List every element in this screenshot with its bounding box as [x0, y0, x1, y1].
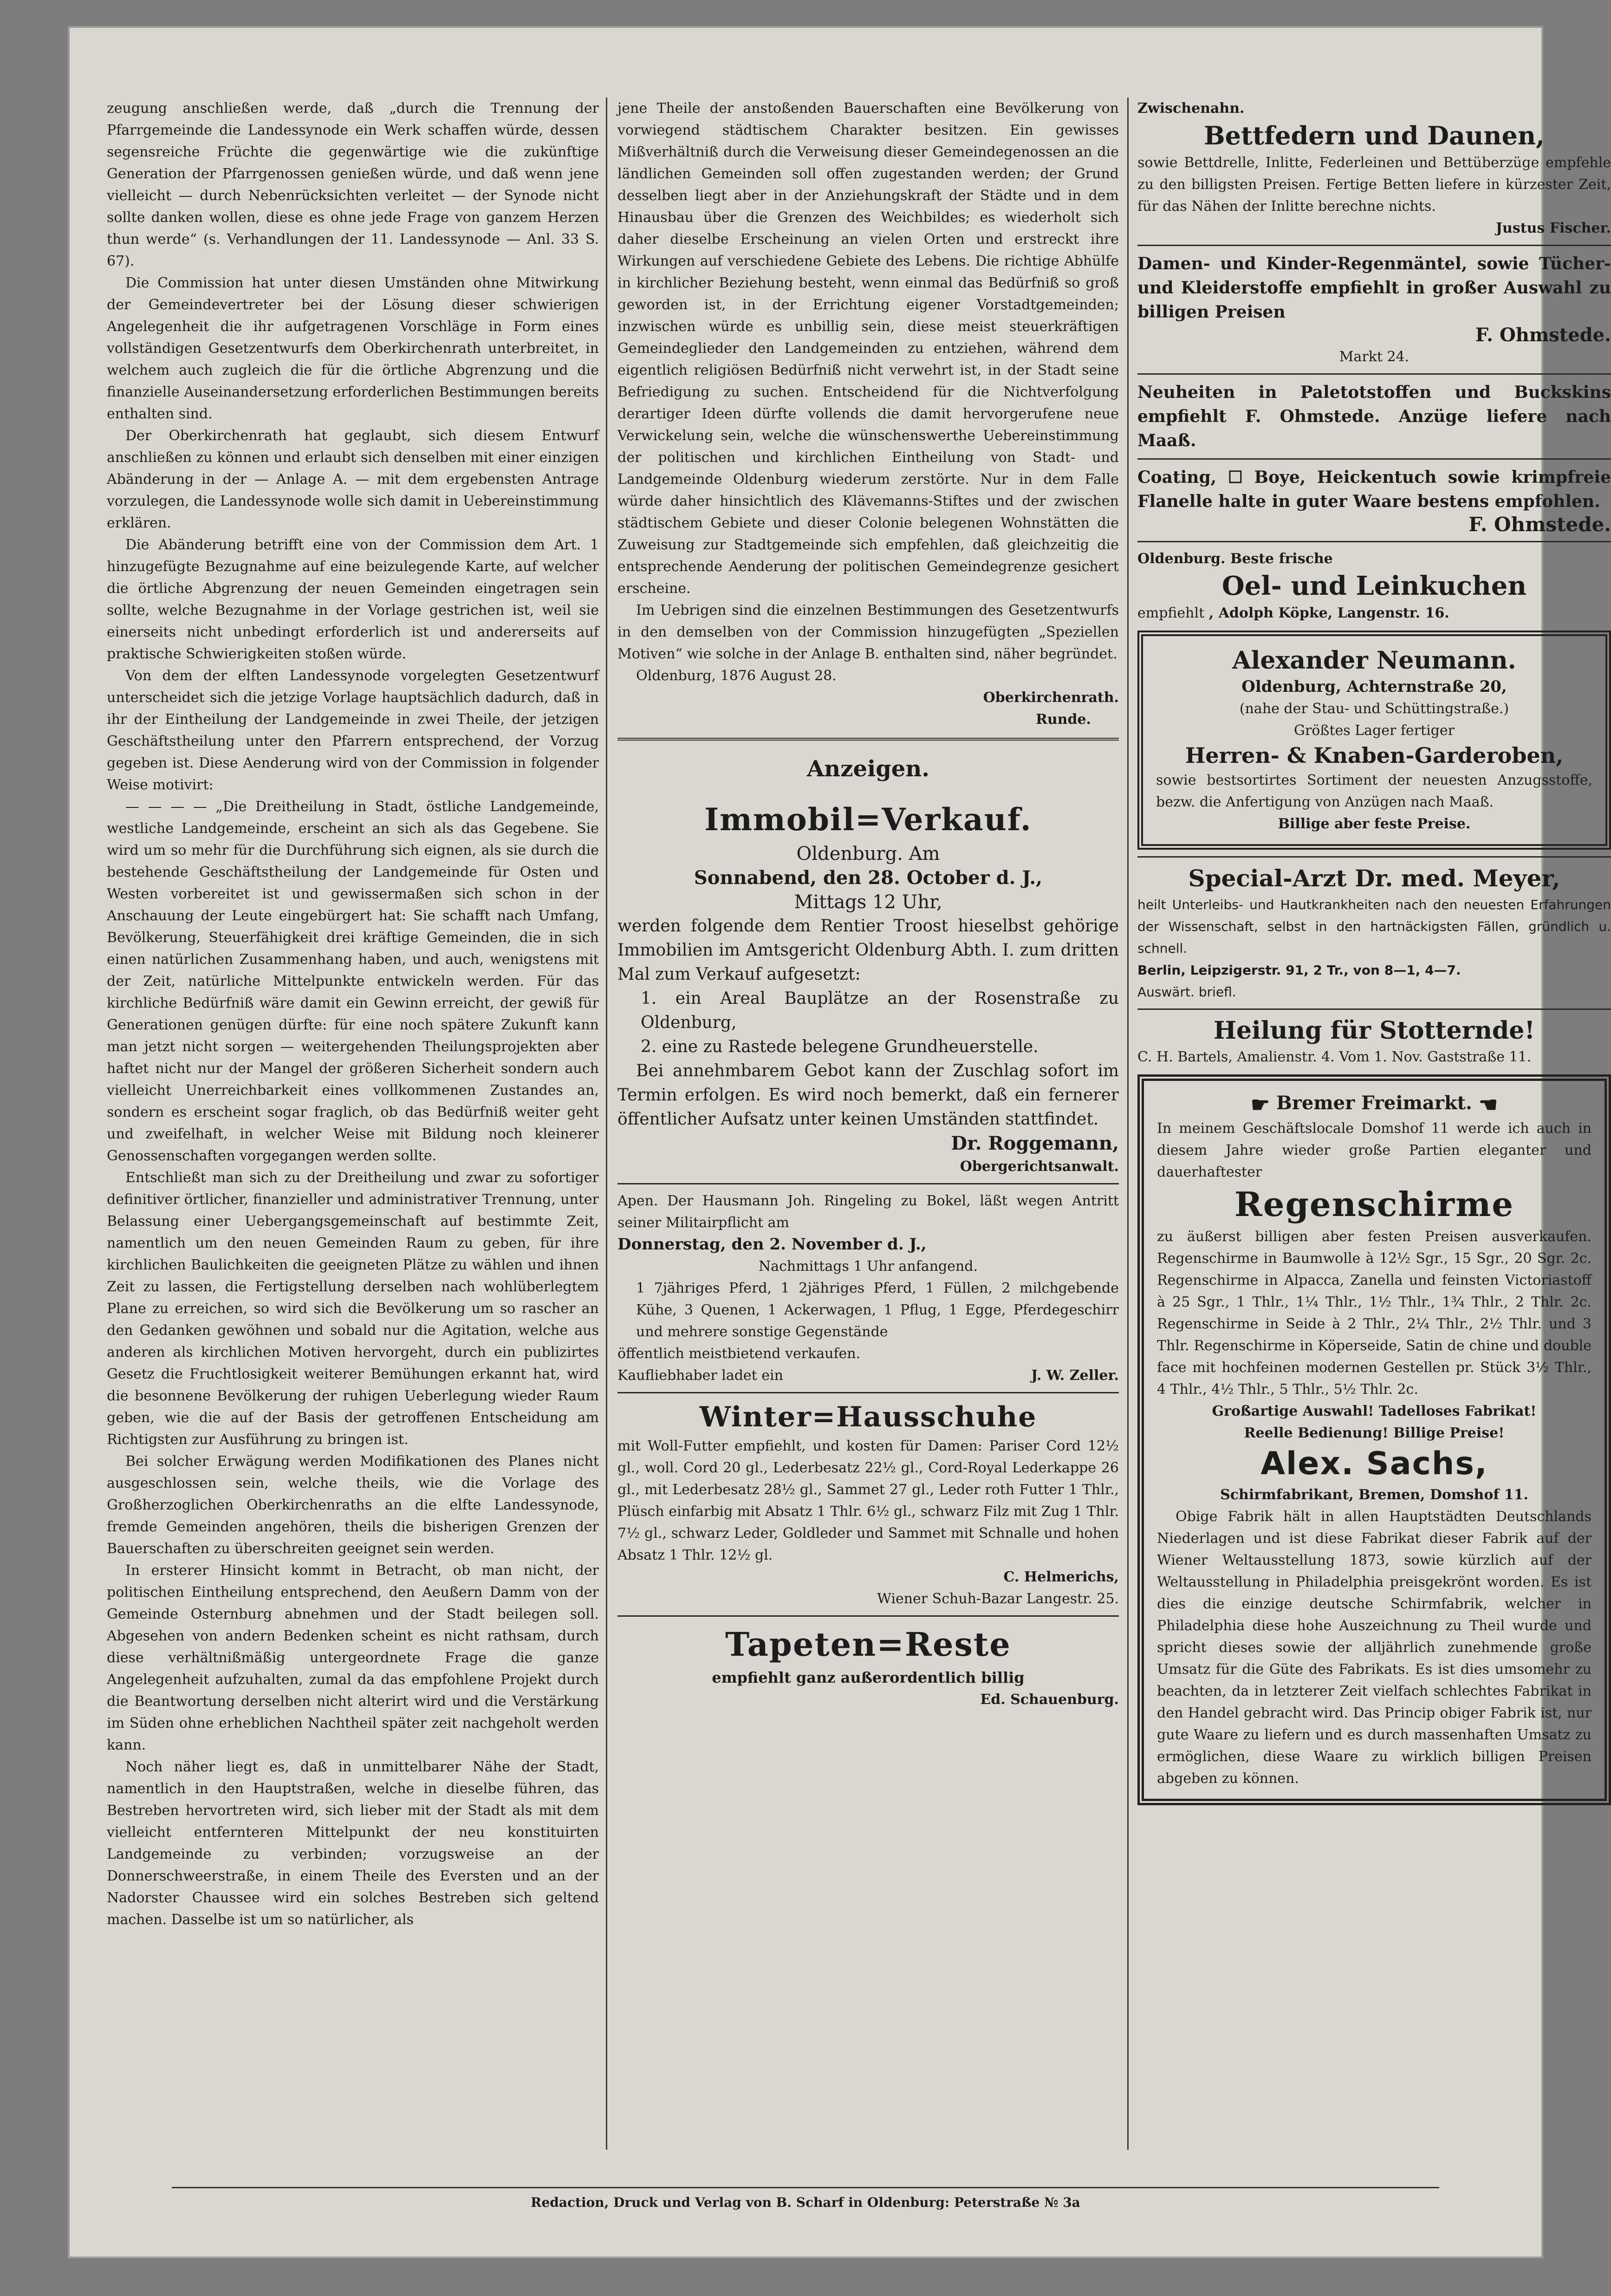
newspaper-page — [70, 28, 1611, 2257]
ad-line — [1137, 602, 1611, 624]
ad-title: Herren- & Knaben-Garderoben, — [1185, 743, 1564, 768]
ad-body: werden folgende dem Rentier Troost hieselbst gehörige Immobilien im Amtsgericht Oldenburg Abth. I. zum dritten Mal zum Verkauf aufgesetzt: — [617, 917, 1119, 984]
column-right — [1137, 98, 1611, 2154]
ad-body: Obige Fabrik hält in allen Hauptstädten Deutschlands Niederlagen und ist diese Fabrikat dieser Fabrik auf der Wiener Weltausstellung 1873, sowie kürzlich auf der Weltausstellung in Philadelphia preisgekrönt worden. Es ist dies die einzige deutsche Schirmfabrik, welcher in Philadelphia diese hohe Auszeichnung zu Theil wurde und spricht dieses sowie der alljährlich zunehmende große Umsatz für die Güte des Fabrikats. Es ist dies umsomehr zu beachten, da in letzterer Zeit vielfach schlechtes Fabrikat in den Handel gebracht wird. Das Princip obiger Fabrik ist, nur gute Waare zu liefern und es durch massenhaften Umsatz zu ermöglichen, diese Waare zu wirklich billigen Preisen abgeben zu können. — [1157, 1509, 1592, 1787]
ad-address: Wiener Schuh-Bazar Langestr. 25. — [877, 1591, 1119, 1607]
ads-heading: Anzeigen. — [807, 756, 929, 782]
article-paragraph: Noch näher liegt es, daß in unmittelbarer Nähe der Stadt, namentlich in den Hauptstraßen, welche in dieselbe führen, das Bestreben hervortreten wird, sich lieber mit der Stadt als mit dem vielleicht entfernteren Mittelpunkt der neu konstituirten Landgemeinde zu verbinden; vorzugsweise an der Donnerschweerstraße, in einem Theile des Eversten und an der Nadorster Chaussee wird ein solches Bestreben sich geltend machen. Dasselbe ist um so natürlicher, als — [107, 1759, 599, 1928]
ad-divider — [1137, 1008, 1611, 1010]
ad-divider — [1137, 541, 1611, 542]
ad-address: Markt 24. — [1339, 349, 1410, 365]
ad-body: In meinem Geschäftslocale Domshof 11 werde ich auch in diesem Jahre wieder große Partien eleganter und dauerhaftester — [1157, 1120, 1592, 1180]
article-paragraph: Der Oberkirchenrath hat geglaubt, sich diesem Entwurf anschließen zu können und erlaubt sich denselben mit einer einzigen Abänderung in der — Anlage A. — mit dem ergebensten Antrage vorzulegen, die Landessynode wolle sich damit in Uebereinstimmung erklären. — [107, 428, 599, 531]
ad-zwischenahn — [1137, 98, 1611, 239]
signature-name: Runde. — [1035, 711, 1091, 728]
article-paragraph: zeugung anschließen werde, daß „durch die Trennung der Pfarrgemeinde die Landessynode ein Werk schaffen würde, dessen segensreiche Früchte die gegenwärtige wie die zukünftige Generation der Pfarrgenossen genießen würde, und daß wenn jene vielleicht — durch Nebenrücksichten verleitet — der Synode nicht sollte danken wollen, diese es ohne jede Frage von ganzem Herzen thun werde“ (s. Verhandlungen der 11. Landessynode — Anl. 33 S. 67). — [107, 100, 599, 269]
ad-title: Special-Arzt Dr. med. Meyer, — [1188, 865, 1560, 892]
ad-apen — [617, 1190, 1119, 1386]
ad-signature: Dr. Roggemann, — [951, 1132, 1119, 1154]
ad-place: Oldenburg. Beste frische — [1137, 551, 1333, 567]
ad-title: Heilung für Stotternde! — [1213, 1016, 1535, 1045]
ad-items: 1 7jähriges Pferd, 1 2jähriges Pferd, 1 Füllen, 2 milchgebende Kühe, 3 Quenen, 1 Ackerwagen, 1 Pflug, 1 Egge, Pferdegeschirr und mehrere sonstige Gegenstände — [636, 1280, 1119, 1340]
article-paragraph: Von dem der elften Landessynode vorgelegten Gesetzentwurf unterscheidet sich die jetzige Vorlage hauptsächlich dadurch, daß in ihr der Eintheilung der Landgemeinde in zwei Theile, der jetzigen Geschäftstheilung unter den Pfarrern entsprechend, der Vorzug gegeben ist. Diese Aenderung wird von der Commission in folgender Weise motivirt: — [107, 668, 599, 793]
ad-lead: empfiehlt — [1137, 605, 1205, 621]
column-left — [107, 98, 599, 2154]
ad-tapeten — [617, 1622, 1119, 1711]
ad-signature-lead: Kaufliebhaber ladet ein — [617, 1367, 783, 1384]
imprint-footer: Redaction, Druck und Verlag von B. Scharf in Oldenburg: Peterstraße № 3a — [172, 2187, 1439, 2210]
ad-place: Zwischenahn. — [1137, 100, 1245, 117]
ad-divider — [1137, 856, 1611, 858]
ad-divider — [617, 1392, 1119, 1393]
signature-authority: Oberkirchenrath. — [983, 689, 1119, 706]
ad-divider — [617, 1615, 1119, 1617]
ad-time: Nachmittags 1 Uhr anfangend. — [758, 1258, 978, 1275]
ad-ohmstede-2 — [1137, 380, 1611, 453]
dateline: Oldenburg, 1876 August 28. — [636, 668, 837, 684]
ad-title: Bremer Freimarkt. — [1276, 1092, 1472, 1114]
pointing-hand-icon: ☚ — [1478, 1092, 1498, 1117]
ad-line: Großartige Auswahl! Tadelloses Fabrikat! — [1212, 1403, 1537, 1419]
pointing-hand-icon: ☛ — [1250, 1092, 1270, 1117]
ad-item: 2. eine zu Rastede belegene Grundheuerstelle. — [641, 1037, 1039, 1056]
article-paragraph: Die Abänderung betrifft eine von der Commission dem Art. 1 hinzugefügte Bezugnahme auf eine beizulegende Karte, auf welcher die örtliche Abgrenzung der neuen Gemeinden eingetragen sein sollte, welche Bezugnahme in der Vorlage gestrichen ist, weil sie einerseits nicht unbedingt erforderlich ist und andererseits auf praktische Schwierigkeiten stoßen würde. — [107, 537, 599, 662]
ad-line: Größtes Lager fertiger — [1294, 722, 1455, 739]
ad-time: Mittags 12 Uhr, — [794, 891, 942, 913]
ad-divider — [1137, 458, 1611, 460]
ad-body: Bei annehmbarem Gebot kann der Zuschlag sofort im Termin erfolgen. Es wird noch bemerkt, daß ein fernerer öffentlicher Aufsatz unter keinen Umständen stattfindet. — [617, 1061, 1119, 1129]
ad-body: C. H. Bartels, Amalienstr. 4. Vom 1. Nov. Gaststraße 11. — [1137, 1049, 1532, 1065]
ad-title: Oel- und Leinkuchen — [1221, 571, 1527, 601]
ad-title: Alexander Neumann. — [1232, 646, 1516, 675]
ad-divider — [1137, 245, 1611, 246]
column-middle — [617, 98, 1119, 2154]
ad-divider — [617, 1183, 1119, 1184]
ad-signature: , Adolph Köpke, Langenstr. 16. — [1208, 605, 1449, 621]
ad-title: Regenschirme — [1234, 1184, 1514, 1224]
article-paragraph: jene Theile der anstoßenden Bauerschaften eine Bevölkerung von vorwiegend städtischem Charakter besitzen. Ein gewisses Mißverhältniß durch die Verweisung dieser Gemeindegenossen an die ländlichen Gemeinden soll offen zugestanden werden; der Grund desselben liegt aber in der Anziehungskraft der Städte und in dem Hinausbau über die Grenzen des Weichbildes; es wiederholt sich daher dieselbe Erscheinung an vielen Orten und erstreckt ihre Wirkungen auf verschiedene Gebiete des Lebens. Die richtige Abhülfe in kirchlicher Beziehung besteht, wenn einmal das Bedürfniß so groß geworden ist, in der Errichtung eigener Vorstadtgemeinden; inzwischen würde es unbillig sein, diese meist steuerkräftigen Gemeindeglieder den Landgemeinden zu entziehen, während dem eigentlich religiösen Bedürfniß nicht verwehrt ist, in der Stadt seine Befriedigung zu suchen. Entscheidend für die Nichtverfolgung derartiger Ideen dürfte vollends die damit hervorgerufene neue Verwickelung sein, welche die wünschenswerthe Uebereinstimmung der politischen und kirchlichen Eintheilung von Stadt- und Landgemeinde Oldenburg wiederum zerstörte. Nur in dem Falle würde daher hinsichtlich des Klävemanns-Stiftes und der zwischen städtischem Gebiete und dieser Colonie belegenen Wohnstätten die Zuweisung zur Stadtgemeinde sich empfehlen, daß gleichzeitig die entsprechende Aenderung der politischen Gemeindegrenze gesichert erscheine. — [617, 100, 1119, 597]
ad-signature: F. Ohmstede. — [1475, 324, 1611, 346]
ad-immobil — [617, 797, 1119, 1177]
ad-address-note: (nahe der Stau- und Schüttingstraße.) — [1239, 701, 1509, 717]
article-paragraph: Im Uebrigen sind die einzelnen Bestimmungen des Gesetzentwurfs in den demselben von der Commission hinzugefügten „Speziellen Motiven“ wie solche in der Anlage B. enthalten sind, näher begründet. — [617, 602, 1119, 662]
article-paragraph: In ersterer Hinsicht kommt in Betracht, ob man nicht, der politischen Eintheilung entsprechend, den Aeußern Damm von der Gemeinde Osternburg abnehmen und der Stadt beilegen soll. Abgesehen von andern Bedenken scheint es nicht rathsam, durch diese verhältnißmäßig untergeordnete Frage die ganze Angelegenheit aufzuhalten, zumal da das empfohlene Projekt durch die Beantwortung derselben nicht alterirt wird und die Verstärkung im Süden ohne erheblichen Nachtheil später zeit nachgeholt werden kann. — [107, 1562, 599, 1753]
ad-signature: F. Ohmstede. — [1468, 513, 1611, 536]
ad-address: Oldenburg, Achternstraße 20, — [1241, 677, 1507, 696]
ad-divider — [1137, 373, 1611, 375]
ad-ohmstede-1 — [1137, 252, 1611, 368]
ad-sachs — [1137, 1074, 1611, 1805]
article-paragraph: Entschließt man sich zu der Dreitheilung und zwar zu sofortiger definitiver örtlicher, finanzieller und administrativer Trennung, unter Belassung einer Uebergangsgemeinschaft auf bestimmte Zeit, namentlich um den neuen Gemeinden Raum zu geben, für ihre kirchlichen Baulichkeiten die geeigneten Plätze zu wählen und ihnen Zeit zu lassen, die Fertigstellung derselben nach wohlüberlegtem Plane zu erreichen, so wird sich die Bevölkerung um so rascher an den Gedanken gewöhnen und sobald nur die Agitation, welche aus anderen als kirchlichen Motiven hervorgeht, durch ein publizirtes Gesetz die Fruchtlosigkeit weiterer Bemühungen erkannt hat, wird die besonnene Bevölkerung der ruhigen Ueberlegung wieder Raum geben, wie die auf der Basis der getroffenen Entscheidung am Richtigsten zur Ausführung zu bringen ist. — [107, 1170, 599, 1448]
ad-meyer — [1137, 863, 1611, 1003]
ad-address: Berlin, Leipzigerstr. 91, 2 Tr., von 8—1, 4—7. — [1137, 963, 1461, 978]
ad-signature-row — [617, 1365, 1119, 1386]
ad-body: heilt Unterleibs- und Hautkrankheiten nach den neuesten Erfahrungen der Wissenschaft, selbst in den hartnäckigsten Fällen, gründlich u. schnell. — [1137, 897, 1611, 956]
ad-date: Sonnabend, den 28. October d. J., — [694, 867, 1043, 889]
ad-title: Alex. Sachs, — [1260, 1445, 1488, 1482]
column-rule — [606, 98, 607, 2150]
ad-ohmstede-3 — [1137, 465, 1611, 535]
ad-line: Reelle Bedienung! Billige Preise! — [1244, 1425, 1505, 1441]
ad-stotternde — [1137, 1015, 1611, 1068]
ad-winter — [617, 1399, 1119, 1610]
ad-title: Bettfedern und Daunen, — [1204, 121, 1545, 150]
article-paragraph: Die Commission hat unter diesen Umständen ohne Mitwirkung der Gemeindevertreter bei der Lösung dieser schwierigen Angelegenheit die ihr aufgetragenen Vorschläge in Form eines vollständigen Gesetzentwurfs dem Oberkirchenrath unterbreitet, in welchem auch zugleich die für die örtliche Abgrenzung und die finanzielle Auseinandersetzung erforderlichen Bestimmungen bereits enthalten sind. — [107, 275, 599, 422]
ad-header-line — [1157, 1090, 1592, 1118]
ad-body: Neuheiten in Paletotstoffen und Buckskins empfiehlt F. Ohmstede. Anzüge liefere nach Maaß. — [1137, 383, 1611, 450]
article-paragraph: Bei solcher Erwägung werden Modifikationen des Planes nicht ausgeschlossen sein, welche theils, wie die Vorlage des Großherzoglichen Oberkirchenraths an die elfte Landessynode, fremde Gemeinden angehören, theils die bisherigen Grenzen der Bauerschaften zu überschreiten geeignet sein werden. — [107, 1453, 599, 1557]
ad-body: öffentlich meistbietend verkaufen. — [617, 1346, 861, 1362]
ad-body: mit Woll-Futter empfiehlt, und kosten für Damen: Pariser Cord 12½ gl., woll. Cord 20 gl., Lederbesatz 22½ gl., Cord-Royal Lederkappe 26 gl., mit Lederbesatz 28½ gl., Sammet 27 gl., Leder roth Futter 1 Thlr., Plüsch einfarbig mit Absatz 1 Thlr. 6½ gl., schwarz Filz mit Zug 1 Thlr. 7½ gl., schwarz Leder, Goldleder und Sammet mit Schnalle und hohen Absatz 1 Thlr. 12½ gl. — [617, 1438, 1119, 1563]
ad-body: Apen. Der Hausmann Joh. Ringeling zu Bokel, läßt wegen Antritt seiner Militairpflicht am — [617, 1193, 1119, 1231]
ad-body: Coating, ☐ Boye, Heickentuch sowie krimpfreie Flanelle halte in guter Waare bestens empfohlen. — [1137, 468, 1611, 511]
ad-body: sowie Bettdrelle, Inlitte, Federleinen und Bettüberzüge empfehle zu den billigsten Preisen. Fertige Betten liefere in kürzester Zeit, für das Nähen der Inlitte berechne nichts. — [1137, 155, 1611, 215]
column-rule — [1127, 98, 1129, 2150]
ad-title: Tapeten=Reste — [725, 1625, 1011, 1664]
ad-line: empfiehlt ganz außerordentlich billig — [712, 1669, 1025, 1686]
ad-line: Auswärt. briefl. — [1137, 984, 1236, 1000]
ad-neumann — [1137, 631, 1611, 850]
ad-title: Immobil=Verkauf. — [704, 801, 1032, 838]
ad-signature: C. Helmerichs, — [1003, 1569, 1119, 1585]
ad-signature-title: Obergerichtsanwalt. — [960, 1158, 1119, 1175]
ad-line: Billige aber feste Preise. — [1278, 816, 1471, 832]
ad-subtitle: Schirmfabrikant, Bremen, Domshof 11. — [1220, 1487, 1528, 1503]
ad-body: Damen- und Kinder-Regenmäntel, sowie Tücher- und Kleiderstoffe empfiehlt in großer Auswahl zu billigen Preisen — [1137, 254, 1611, 322]
ad-title: Winter=Hausschuhe — [699, 1401, 1037, 1433]
ad-item: 1. ein Areal Bauplätze an der Rosenstraße zu Oldenburg, — [641, 989, 1119, 1032]
ad-date: Donnerstag, den 2. November d. J., — [617, 1235, 927, 1254]
ad-body: zu äußerst billigen aber festen Preisen ausverkaufen. Regenschirme in Baumwolle à 12½ Sgr., 15 Sgr., 20 Sgr. 2c. Regenschirme in Alpacca, Zanella und feinsten Victoriastoff à 25 Sgr., 1 Thlr., 1¼ Thlr., 1½ Thlr., 1¾ Thlr., 2 Thlr. 2c. Regenschirme in Seide à 2 Thlr., 2¼ Thlr., 2½ Thlr. und 3 Thlr. Regenschirme in Köperseide, Satin de chine und double face mit hochfeinen modernen Gestellen pr. Stück 3½ Thlr., 4 Thlr., 4½ Thlr., 5 Thlr., 5½ Thlr. 2c. — [1157, 1229, 1592, 1398]
ad-signature: Justus Fischer. — [1495, 220, 1611, 236]
article-paragraph: — — — — „Die Dreitheilung in Stadt, östliche Landgemeinde, westliche Landgemeinde, erscheint an sich als das Gegebene. Sie wird um so mehr für die Durchführung sich eignen, als sie durch die bestehende Geschäftstheilung der Landgemeinde für Osten und Westen vorbereitet ist und gewissermaßen sich schon in der Anschauung der Leute eingebürgert hat: Sie schafft nach Umfang, Bevölkerung, Steuerfähigkeit drei kräftige Gemeinden, die in sich einen natürlichen Zusammenhang haben, und auch, wenigstens mit der Zeit, natürliche Mittelpunkte entwickeln werden. Für das kirchliche Bedürfniß wäre damit ein Gewinn erreicht, der gewiß für Generationen genügen dürfte: für eine noch spätere Zukunft kann man jetzt nicht sorgen — weitergehenden Theilungsprojekten aber haftet nicht nur der Mangel der größeren Sicherheit sondern auch vielleicht Unerreichbarkeit eines vollkommenen Zustandes an, sondern es erscheint sogar fraglich, ob das Bedürfniß weiter geht und zweifelhaft, in welcher Weise mit Bildung noch kleinerer Genossenschaften vorgegangen werden sollte. — [107, 799, 599, 1164]
ad-line: Oldenburg. Am — [796, 843, 940, 865]
ad-body: sowie bestsortirtes Sortiment der neuesten Anzugsstoffe, bezw. die Anfertigung von Anzügen nach Maaß. — [1156, 772, 1592, 810]
ad-oelkuchen — [1137, 548, 1611, 624]
ad-signature: J. W. Zeller. — [1031, 1367, 1119, 1384]
section-divider — [617, 738, 1119, 741]
ad-signature: Ed. Schauenburg. — [980, 1691, 1119, 1708]
